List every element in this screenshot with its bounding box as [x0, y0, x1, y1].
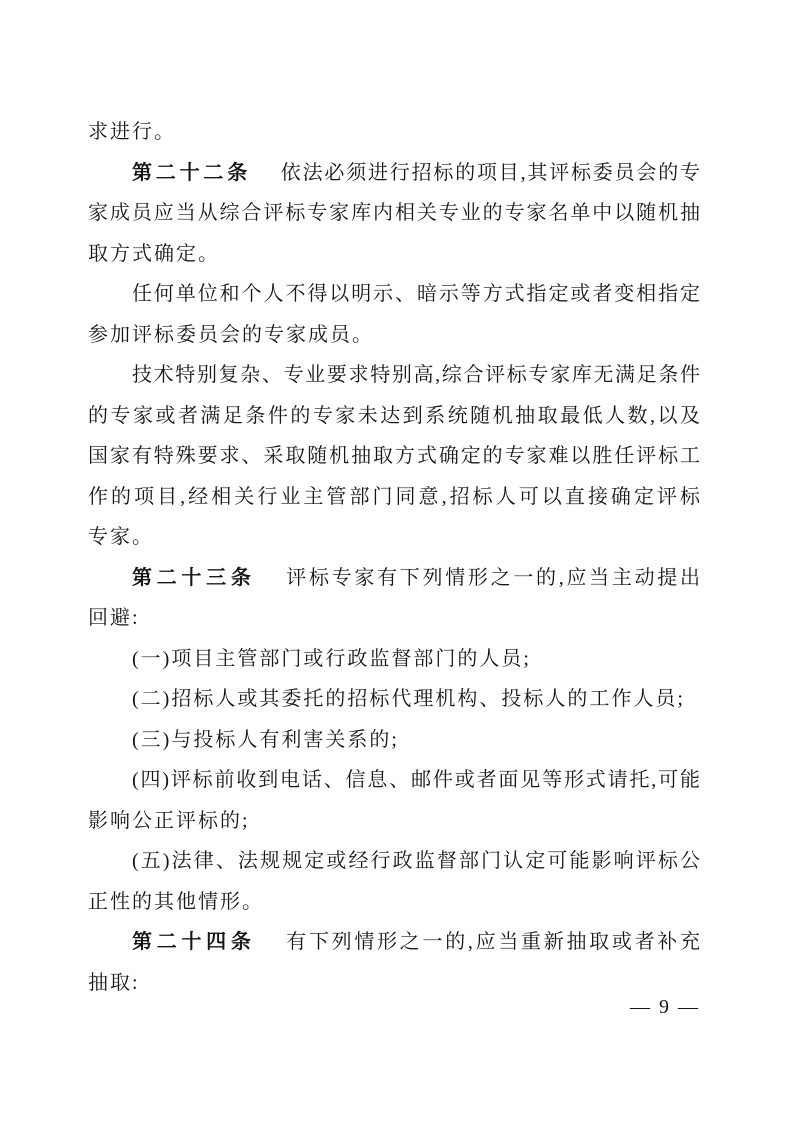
article-number-gap	[256, 583, 284, 584]
text-line: 作的项目,经相关行业主管部门同意,招标人可以直接确定评标	[88, 485, 700, 508]
text-line: 求进行。	[88, 121, 176, 143]
article-number: 第二十二条	[132, 161, 251, 184]
text-line	[88, 558, 700, 599]
line-text: 依法必须进行招标的项目,其评标委员会的专	[279, 161, 700, 184]
line-text: 有下列情形之一的,应当重新抽取或者补充	[283, 931, 701, 953]
text-line: 正性的其他情形。	[88, 890, 264, 913]
text-line: 影响公正评标的;	[88, 809, 250, 832]
text-line: 家成员应当从综合评标专家库内相关专业的专家名单中以随机抽	[88, 202, 700, 224]
article-number: 第二十三条	[132, 566, 256, 589]
text-line: 取方式确定。	[88, 242, 220, 265]
article-number-gap	[251, 178, 279, 179]
text-line: 专家。	[88, 526, 154, 548]
text-line: (一)项目主管部门或行政监督部门的人员;	[132, 647, 531, 670]
text-line	[88, 153, 700, 194]
text-line: (五)法律、法规规定或经行政监督部门认定可能影响评标公	[132, 850, 700, 872]
text-line: 国家有特殊要求、采取随机抽取方式确定的专家难以胜任评标工	[88, 445, 700, 467]
text-line: 的专家或者满足条件的专家未达到系统随机抽取最低人数,以及	[88, 404, 700, 427]
line-text: 评标专家有下列情形之一的,应当主动提出	[283, 566, 701, 589]
text-line: 抽取:	[88, 971, 140, 994]
text-line: 任何单位和个人不得以明示、暗示等方式指定或者变相指定	[132, 283, 700, 305]
text-line: (二)招标人或其委托的招标代理机构、投标人的工作人员;	[132, 688, 685, 710]
text-line: 技术特别复杂、专业要求特别高,综合评标专家库无满足条件	[132, 364, 700, 386]
article-number: 第二十四条	[132, 931, 256, 953]
text-block	[88, 112, 700, 1003]
text-line	[88, 922, 700, 963]
text-line: (四)评标前收到电话、信息、邮件或者面见等形式请托,可能	[132, 769, 700, 791]
text-line: 回避:	[88, 607, 140, 629]
article-number-gap	[256, 947, 284, 948]
text-line: (三)与投标人有利害关系的;	[132, 728, 399, 751]
text-line: 参加评标委员会的专家成员。	[88, 323, 374, 346]
page-number: — 9 —	[630, 996, 700, 1018]
